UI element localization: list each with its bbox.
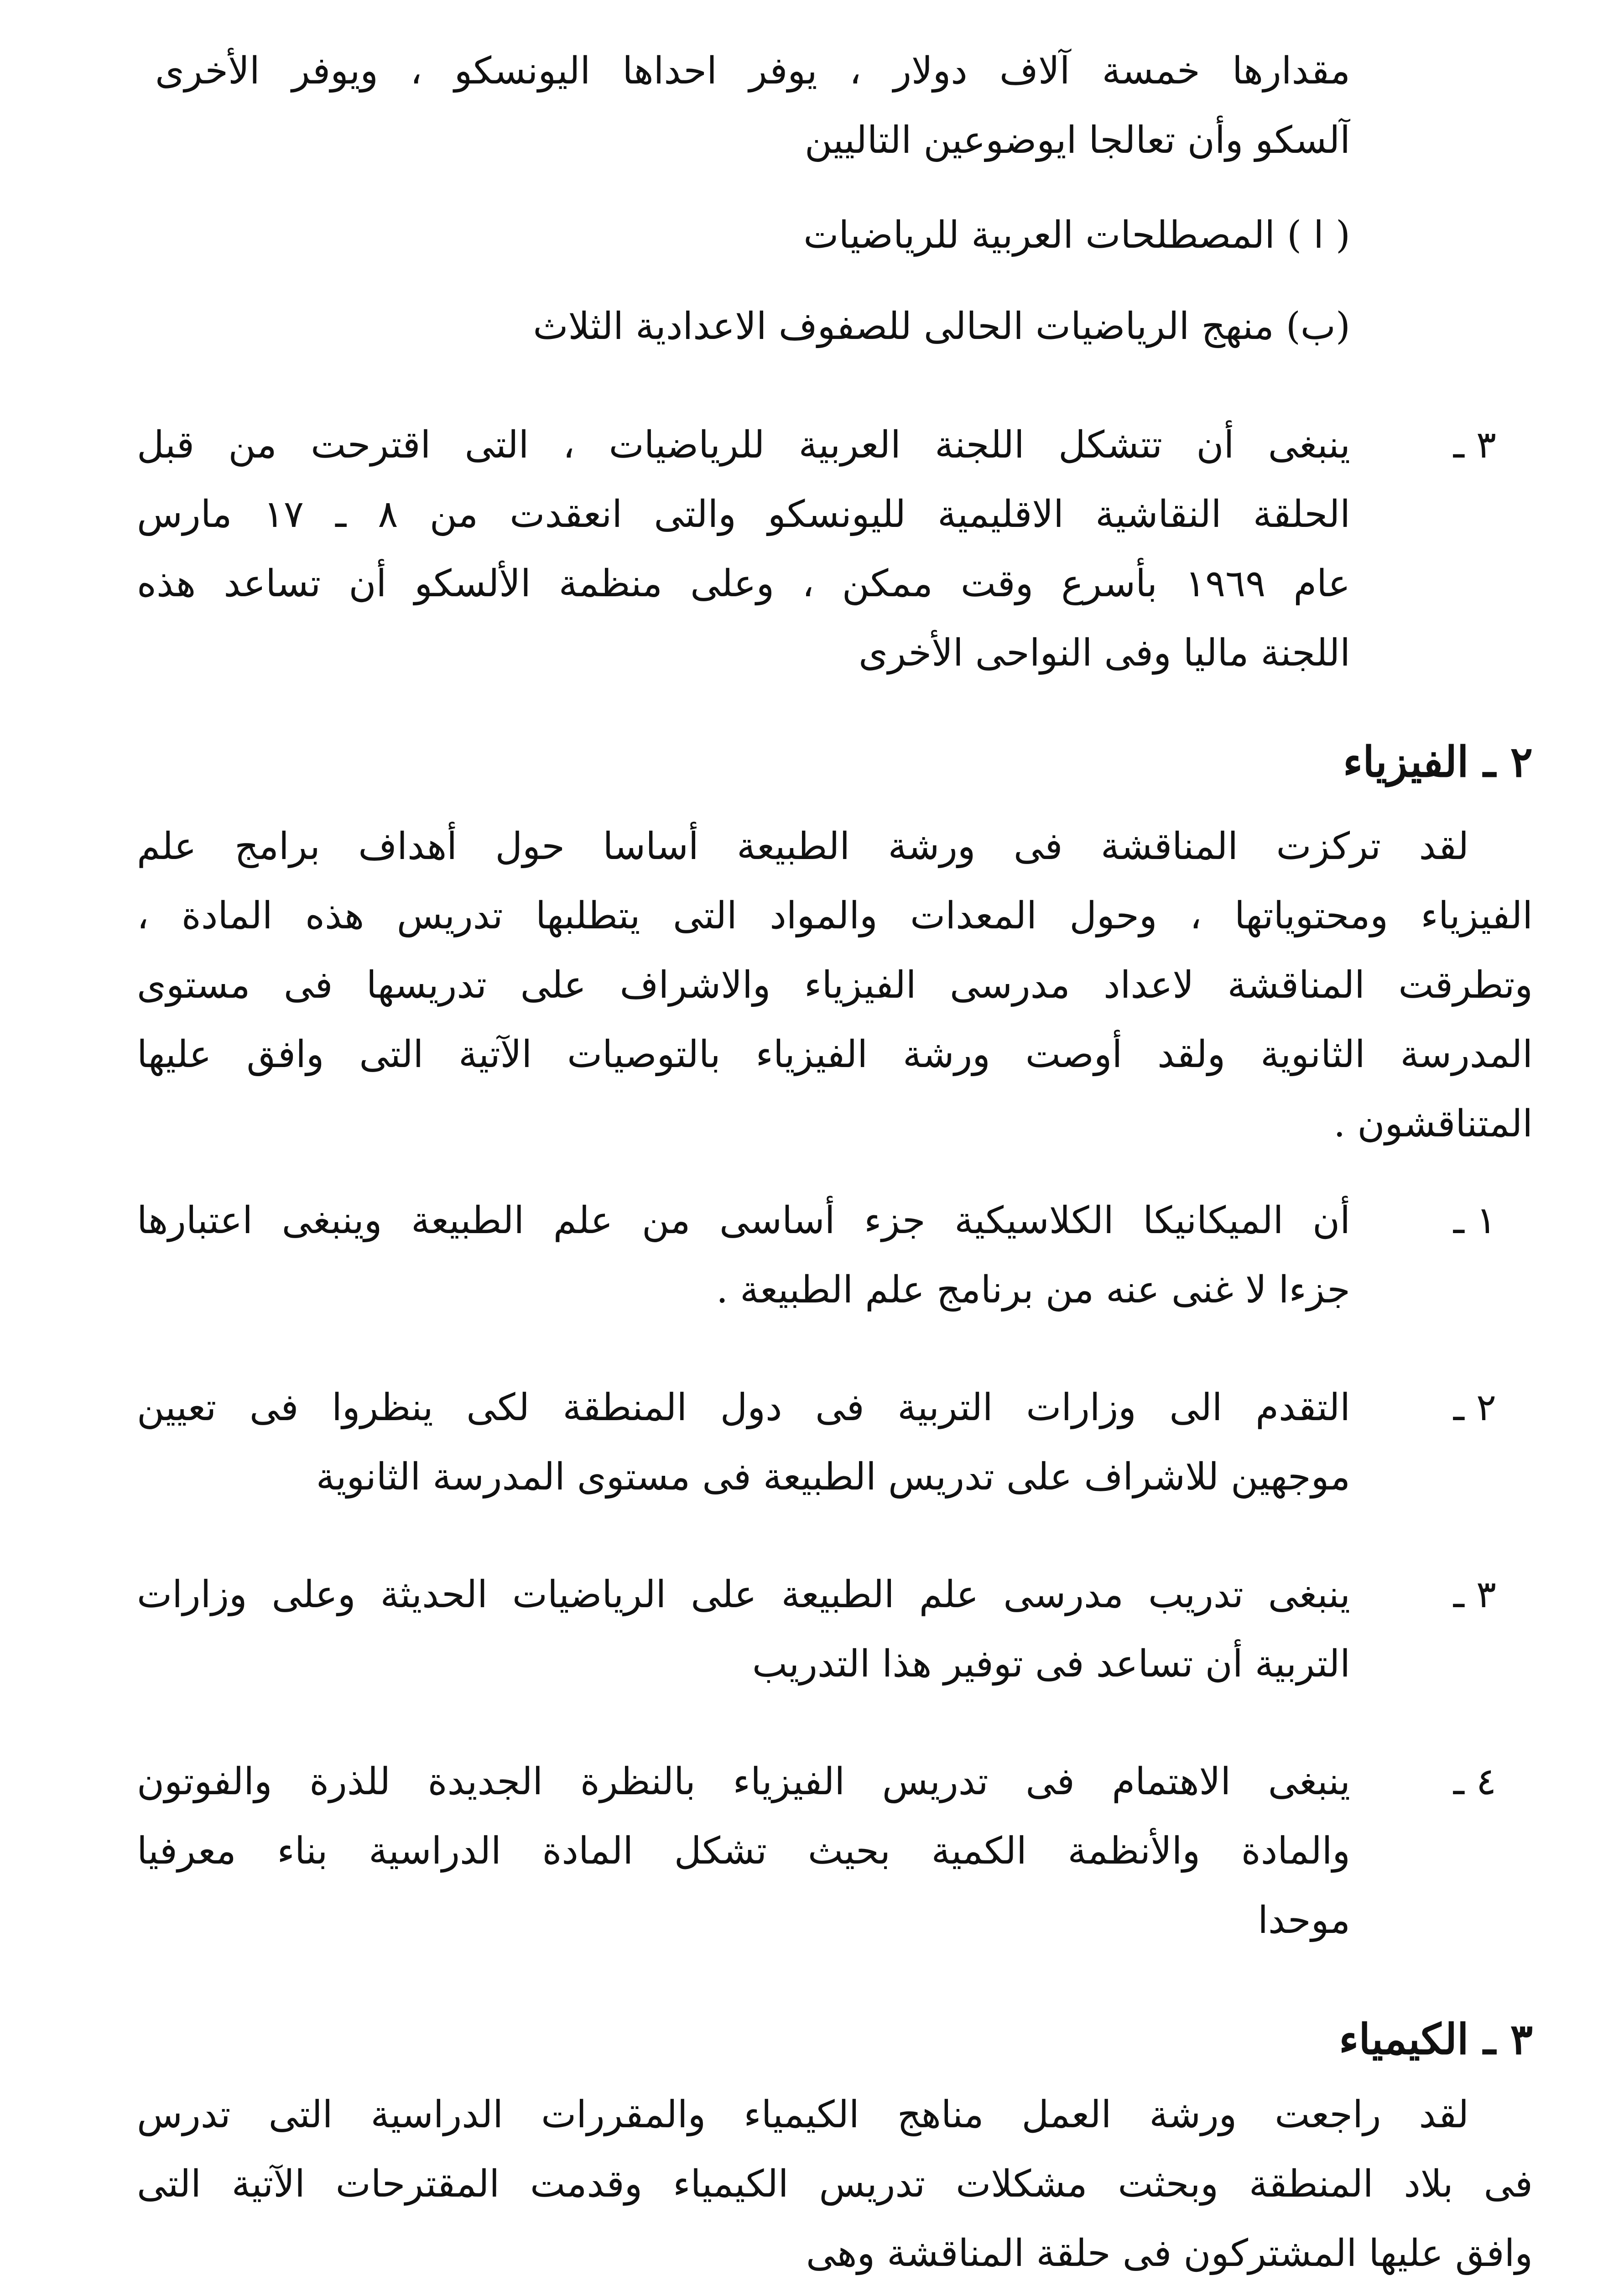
list-item <box>137 1186 1350 1325</box>
list-item <box>137 1560 1350 1699</box>
item-number: ٣ ـ <box>1453 423 1496 467</box>
text-line: التقدم الى وزارات التربية فى دول المنطقة لكى ينظروا فى تعيين <box>137 1386 1350 1429</box>
item-number: ١ ـ <box>1453 1199 1496 1242</box>
text-line: ينبغى تدريب مدرسى علم الطبيعة على الرياضيات الحديثة وعلى وزارات <box>137 1573 1350 1616</box>
sub-item-a <box>155 201 1350 270</box>
section-heading-physics: ٢ ـ الفيزياء <box>1343 737 1533 786</box>
text-line: (ب) منهج الرياضيات الحالى للصفوف الاعدادية الثلاث <box>533 305 1350 348</box>
item-number: ٣ ـ <box>1453 1573 1496 1616</box>
chemistry-intro-paragraph <box>137 2080 1533 2281</box>
text-line: وتطرقت المناقشة لاعداد مدرسى الفيزياء والاشراف على تدريسها فى مستوى <box>137 963 1533 1007</box>
text-line: جزءا لا غنى عنه من برنامج علم الطبيعة . <box>716 1268 1350 1312</box>
text-line: وافق عليها المشتركون فى حلقة المناقشة وهى <box>806 2232 1533 2275</box>
text-line: المدرسة الثانوية ولقد أوصت ورشة الفيزياء بالتوصيات الآتية التى وافق عليها <box>137 1033 1533 1076</box>
text-line: ينبغى الاهتمام فى تدريس الفيزياء بالنظرة الجديدة للذرة والفوتون <box>137 1760 1350 1803</box>
sub-item-b <box>155 292 1350 361</box>
text-line: الحلقة النقاشية الاقليمية لليونسكو والتى انعقدت من ٨ ـ ١٧ مارس <box>137 493 1350 536</box>
item-number: ٤ ـ <box>1453 1760 1496 1803</box>
text-line: موجهين للاشراف على تدريس الطبيعة فى مستوى المدرسة الثانوية <box>316 1455 1350 1499</box>
text-line: لقد تركزت المناقشة فى ورشة الطبيعة أساسا حول أهداف برامج علم <box>137 825 1469 868</box>
text-line: ( ا ) المصطلحات العربية للرياضيات <box>803 214 1350 257</box>
text-line: مقدارها خمسة آلاف دولار ، يوفر احداها اليونسكو ، ويوفر الأخرى <box>155 49 1350 93</box>
text-line: أن الميكانيكا الكلاسيكية جزء أساسى من علم الطبيعة وينبغى اعتبارها <box>137 1199 1350 1242</box>
text-line: المتناقشون . <box>1333 1102 1533 1146</box>
text-line: عام ١٩٦٩ بأسرع وقت ممكن ، وعلى منظمة الألسكو أن تساعد هذه <box>137 562 1350 605</box>
text-line: موحدا <box>1258 1899 1350 1942</box>
text-line: الفيزياء ومحتوياتها ، وحول المعدات والمواد التى يتطلبها تدريس هذه المادة ، <box>137 894 1533 937</box>
continuation-block <box>155 36 1350 175</box>
text-line: التربية أن تساعد فى توفير هذا التدريب <box>752 1642 1350 1686</box>
text-line: اللجنة ماليا وفى النواحى الأخرى <box>859 631 1350 675</box>
text-line: آلسكو وأن تعالجا ايوضوعين التاليين <box>804 119 1350 162</box>
list-item <box>137 1747 1350 1955</box>
text-line: ينبغى أن تتشكل اللجنة العربية للرياضيات ، التى اقترحت من قبل <box>137 423 1350 467</box>
list-item <box>137 1373 1350 1512</box>
text-line: لقد راجعت ورشة العمل مناهج الكيمياء والمقررات الدراسية التى تدرس <box>137 2093 1469 2136</box>
text-line: فى بلاد المنطقة وبحثت مشكلات تدريس الكيمياء وقدمت المقترحات الآتية التى <box>137 2162 1533 2206</box>
text-line: والمادة والأنظمة الكمية بحيث تشكل المادة الدراسية بناء معرفيا <box>137 1829 1350 1873</box>
list-item <box>137 411 1350 688</box>
item-number: ٢ ـ <box>1453 1386 1496 1429</box>
physics-intro-paragraph <box>137 812 1533 1159</box>
section-heading-chemistry: ٣ ـ الكيمياء <box>1339 2015 1533 2064</box>
